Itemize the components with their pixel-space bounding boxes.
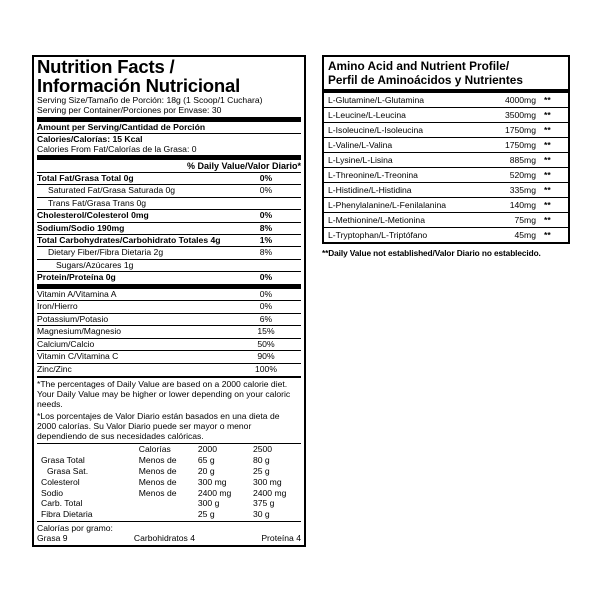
servings-per-container: Serving per Container/Porciones por Envase: 30 bbox=[37, 105, 222, 115]
nutrient-row bbox=[37, 197, 301, 209]
amino-daily-value: ** bbox=[544, 95, 551, 105]
nutrient-row bbox=[37, 246, 301, 258]
nutrient-row bbox=[37, 222, 301, 234]
vitamin-value: 0% bbox=[259, 301, 273, 312]
calorie-table-cell: 2500 bbox=[252, 444, 273, 455]
calorie-table-cell: 25 g bbox=[252, 466, 270, 477]
daily-value-note: **Daily Value not established/Valor Diario no establecido. bbox=[322, 248, 541, 258]
serving-size: Serving Size/Tamaño de Porción: 18g (1 Scoop/1 Cuchara) bbox=[37, 95, 263, 105]
nutrient-value bbox=[231, 260, 301, 271]
amino-amount: 1750mg bbox=[504, 140, 536, 150]
footnote-spanish: *Los porcentajes de Valor Diario están basados en una dieta de 2000 calorías. Su Valor Diario puede ser mayor o menor dependiendo de sus necesidades calóricas. bbox=[37, 410, 280, 442]
amino-daily-value: ** bbox=[544, 200, 551, 210]
amino-amount: 4000mg bbox=[504, 95, 536, 105]
amino-row bbox=[324, 152, 568, 167]
amino-name: L-Leucine/L-Leucina bbox=[328, 110, 406, 120]
amino-row bbox=[324, 197, 568, 212]
nutrient-value bbox=[231, 198, 301, 209]
nutrient-label: Sugars/Azúcares 1g bbox=[56, 259, 134, 270]
amino-title bbox=[324, 57, 568, 93]
amino-amount: 885mg bbox=[509, 155, 536, 165]
nutrient-label: Dietary Fiber/Fibra Dietaria 2g bbox=[48, 247, 164, 258]
calorie-table-cell: 65 g bbox=[197, 455, 215, 466]
amino-name: L-Lysine/L-Lisina bbox=[328, 155, 393, 165]
nutrition-title-line2: Información Nutricional bbox=[37, 75, 241, 96]
amino-name: L-Tryptophan/L-Triptófano bbox=[328, 230, 428, 240]
nutrient-value: 0% bbox=[259, 272, 273, 283]
vitamin-rows bbox=[37, 289, 301, 376]
nutrient-row bbox=[37, 184, 301, 196]
per-gram-fat: Grasa 9 bbox=[37, 533, 68, 544]
calorie-table-cell: 25 g bbox=[197, 509, 215, 520]
nutrient-row bbox=[37, 172, 301, 184]
vitamin-row bbox=[37, 338, 301, 351]
amino-name: L-Glutamine/L-Glutamina bbox=[328, 95, 425, 105]
nutrient-label: Trans Fat/Grasa Trans 0g bbox=[48, 197, 147, 208]
amino-amount: 140mg bbox=[509, 200, 536, 210]
amino-daily-value: ** bbox=[544, 185, 551, 195]
amino-name: L-Histidine/L-Histidina bbox=[328, 185, 412, 195]
vitamin-label: Zinc/Zinc bbox=[37, 364, 72, 375]
calorie-table-cell: Colesterol bbox=[41, 476, 80, 487]
amino-row bbox=[324, 137, 568, 152]
nutrition-title-line1: Nutrition Facts / bbox=[37, 56, 175, 77]
calorie-table-row bbox=[37, 498, 301, 509]
amino-daily-value: ** bbox=[544, 215, 551, 225]
nutrient-label: Protein/Proteína 0g bbox=[37, 272, 116, 283]
amino-title-line2: Perfil de Aminoácidos y Nutrientes bbox=[328, 73, 523, 87]
calorie-table-cell: Carb. Total bbox=[41, 498, 83, 509]
calorie-table-cell: 300 g bbox=[197, 498, 220, 509]
amount-per-serving: Amount per Serving/Cantidad de Porción bbox=[37, 122, 206, 132]
nutrient-label: Cholesterol/Colesterol 0mg bbox=[37, 210, 149, 221]
calorie-table-cell: 2000 bbox=[197, 444, 217, 455]
calorie-table-cell: 375 g bbox=[252, 498, 275, 509]
vitamin-value: 90% bbox=[257, 351, 275, 362]
calorie-table-row bbox=[37, 488, 301, 499]
calorie-table-cell: 2400 mg bbox=[197, 487, 232, 498]
calorie-table-row bbox=[37, 466, 301, 477]
calorie-table-row bbox=[37, 509, 301, 520]
calorie-table-cell: Menos de bbox=[138, 466, 177, 477]
vitamin-label: Iron/Hierro bbox=[37, 301, 78, 312]
amino-name: L-Threonine/L-Treonina bbox=[328, 170, 418, 180]
nutrient-label: Saturated Fat/Grasa Saturada 0g bbox=[48, 185, 176, 196]
amino-amount: 45mg bbox=[514, 230, 536, 240]
calorie-table-cell bbox=[37, 444, 139, 455]
amino-name: L-Valine/L-Valina bbox=[328, 140, 393, 150]
amino-title-line1: Amino Acid and Nutrient Profile/ bbox=[328, 59, 510, 73]
vitamin-label: Potassium/Potasio bbox=[37, 313, 109, 324]
nutrient-label: Sodium/Sodio 190mg bbox=[37, 222, 125, 233]
amino-daily-value: ** bbox=[544, 110, 551, 120]
per-gram-protein: Proteína 4 bbox=[261, 533, 301, 544]
footnote-english: *The percentages of Daily Value are based on a 2000 calorie diet. Your Daily Value may be higher or lower depending on your caloric needs. bbox=[37, 378, 291, 410]
nutrient-value: 1% bbox=[259, 234, 273, 245]
calorie-reference-table bbox=[37, 444, 301, 520]
vitamin-value: 100% bbox=[255, 364, 277, 375]
calorie-table-cell: Menos de bbox=[138, 487, 177, 498]
vitamin-label: Calcium/Calcio bbox=[37, 338, 95, 349]
nutrition-facts-panel bbox=[32, 55, 306, 547]
calorie-table-cell: 2400 mg bbox=[252, 487, 287, 498]
daily-value-header: % Daily Value/Valor Diario* bbox=[186, 161, 301, 171]
vitamin-value: 0% bbox=[259, 288, 273, 299]
calorie-table-cell: 300 mg bbox=[252, 476, 282, 487]
calorie-table-cell: Calorías bbox=[138, 444, 171, 455]
amino-daily-value: ** bbox=[544, 230, 551, 240]
nutrient-rows bbox=[37, 172, 301, 284]
calorie-table-cell: Grasa Sat. bbox=[47, 466, 89, 477]
vitamin-label: Vitamin A/Vitamina A bbox=[37, 288, 117, 299]
calorie-table-cell bbox=[139, 509, 198, 520]
amino-name: L-Isoleucine/L-Isoleucina bbox=[328, 125, 424, 135]
vitamin-label: Vitamin C/Vitamina C bbox=[37, 351, 119, 362]
amino-amount: 3500mg bbox=[504, 110, 536, 120]
amino-acid-panel bbox=[322, 55, 570, 258]
amino-rows bbox=[324, 93, 568, 242]
calorie-table-cell: Fibra Dietaria bbox=[41, 509, 93, 520]
calories-per-gram: Calorías por gramo: bbox=[37, 523, 113, 534]
nutrient-label: Total Carbohydrates/Carbohidrato Totales 4g bbox=[37, 234, 221, 245]
calorie-table-cell: Grasa Total bbox=[41, 455, 85, 466]
nutrient-value: 0% bbox=[259, 173, 273, 183]
calorie-table-cell: 30 g bbox=[252, 509, 270, 520]
nutrient-value: 0% bbox=[259, 185, 273, 196]
vitamin-row bbox=[37, 289, 301, 301]
calorie-table-cell: Menos de bbox=[138, 476, 177, 487]
amino-daily-value: ** bbox=[544, 170, 551, 180]
nutrient-label: Total Fat/Grasa Total 0g bbox=[37, 173, 134, 183]
calorie-table-cell bbox=[139, 498, 198, 509]
calorie-table-row bbox=[37, 455, 301, 466]
calorie-table-header bbox=[37, 444, 301, 455]
amino-acid-box bbox=[322, 55, 570, 244]
nutrient-row bbox=[37, 271, 301, 283]
amino-name: L-Phenylalanine/L-Fenilalanina bbox=[328, 200, 447, 210]
nutrient-row bbox=[37, 259, 301, 271]
nutrient-value: 8% bbox=[259, 222, 273, 233]
calories: Calories/Calorías: 15 Kcal bbox=[37, 134, 143, 144]
vitamin-value: 15% bbox=[257, 326, 275, 337]
amino-row bbox=[324, 167, 568, 182]
nutrient-row bbox=[37, 209, 301, 221]
per-gram-carbs: Carbohidratos 4 bbox=[133, 533, 196, 544]
amino-daily-value: ** bbox=[544, 125, 551, 135]
amino-row bbox=[324, 227, 568, 242]
amino-amount: 75mg bbox=[514, 215, 536, 225]
vitamin-row bbox=[37, 313, 301, 326]
amino-row bbox=[324, 107, 568, 122]
vitamin-row bbox=[37, 350, 301, 363]
calorie-table-cell: 80 g bbox=[252, 455, 270, 466]
vitamin-row bbox=[37, 300, 301, 313]
per-gram-values bbox=[37, 533, 301, 543]
amino-name: L-Methionine/L-Metionina bbox=[328, 215, 425, 225]
amino-daily-value: ** bbox=[544, 155, 551, 165]
amino-amount: 520mg bbox=[509, 170, 536, 180]
vitamin-row bbox=[37, 363, 301, 376]
calories-from-fat: Calories From Fat/Calorías de la Grasa: 0 bbox=[37, 144, 197, 154]
nutrient-value: 8% bbox=[259, 247, 273, 258]
amino-row bbox=[324, 93, 568, 107]
calorie-table-cell: 300 mg bbox=[197, 476, 227, 487]
divider bbox=[37, 521, 301, 522]
amino-amount: 335mg bbox=[509, 185, 536, 195]
amino-amount: 1750mg bbox=[504, 125, 536, 135]
nutrient-row bbox=[37, 234, 301, 246]
calorie-table-cell: Menos de bbox=[138, 455, 177, 466]
calorie-table-cell: 20 g bbox=[197, 466, 215, 477]
calorie-table-cell: Sodio bbox=[41, 487, 63, 498]
nutrient-value: 0% bbox=[259, 210, 273, 221]
amino-row bbox=[324, 182, 568, 197]
vitamin-value: 50% bbox=[257, 338, 275, 349]
amino-row bbox=[324, 212, 568, 227]
calorie-table-row bbox=[37, 477, 301, 488]
amino-row bbox=[324, 122, 568, 137]
vitamin-label: Magnesium/Magnesio bbox=[37, 326, 122, 337]
amino-daily-value: ** bbox=[544, 140, 551, 150]
vitamin-row bbox=[37, 325, 301, 338]
vitamin-value: 6% bbox=[259, 313, 273, 324]
